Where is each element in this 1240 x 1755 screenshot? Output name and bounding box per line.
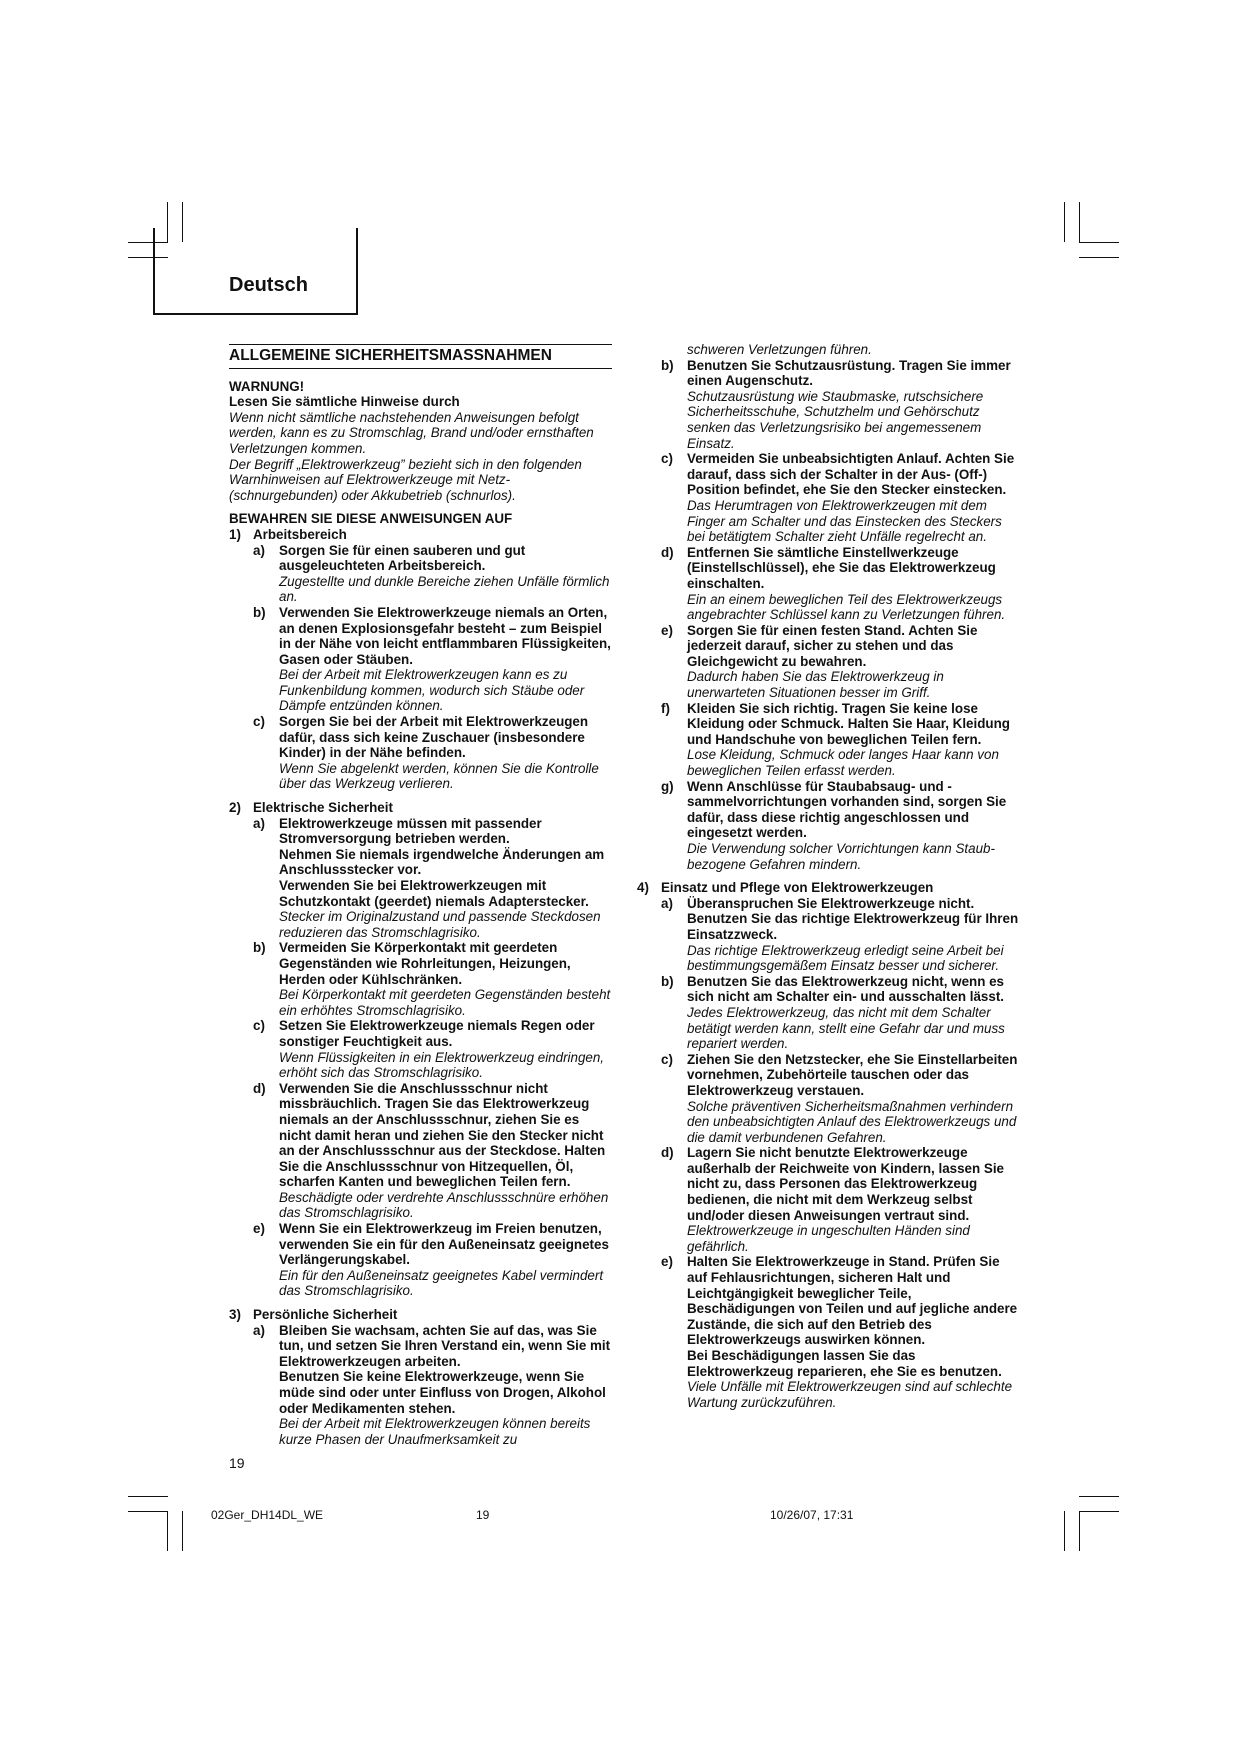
- list-item: d) Entfernen Sie sämtliche Einstellwerkzeuge (Einstellschlüssel), ehe Sie das Elektrowerkzeug einschalten. Ein an einem beweglichen Teil des Elektrowerkzeugs angebrachter Schlüssel kann zu Verletzungen führen.: [661, 544, 1006, 623]
- list-item: a) Elektrowerkzeuge müssen mit passender Stromversorgung betrieben werden. Nehmen Sie niemals irgendwelche Änderungen am Anschlussstecker vor. Verwenden Sie bei Elektrowerkzeugen mit Schutzkontakt (geerdet) niemals Adapterstecker. Stecker im Originalzustand und passende Steckdosen reduzieren das Stromschlagrisiko.: [253, 815, 605, 940]
- list-item: a) Sorgen Sie für einen sauberen und gut ausgeleuchteten Arbeitsbereich. Zugestellte und dunkle Bereiche ziehen Unfälle förmlich an.: [253, 542, 610, 605]
- list-item: c) Setzen Sie Elektrowerkzeuge niemals Regen oder sonstiger Feuchtigkeit aus. Wenn Flüssigkeiten in ein Elektrowerkzeug eindringen, erhöht sich das Stromschlagrisiko.: [253, 1018, 605, 1081]
- list-item: g) Wenn Anschlüsse für Staubabsaug- und -sammelvorrichtungen vorhanden sind, sorgen Sie dafür, dass diese richtig angeschlossen und eingesetzt werden. Die Verwendung solcher Vorrichtungen kann Staub-bezogene Gefahren mindern.: [661, 778, 1007, 872]
- right-column: [637, 342, 1020, 1410]
- list-item: e) Halten Sie Elektrowerkzeuge in Stand. Prüfen Sie auf Fehlausrichtungen, sicheren Halt und Leichtgängigkeit beweglicher Teile, Beschädigungen von Teilen und auf jegliche andere Zustände, die sich auf den Betrieb des Elektrowerkzeugs auswirken können. Bei Beschädigungen lassen Sie das Elektrowerkzeug reparieren, ehe Sie es benutzen. Viele Unfälle mit Elektrowerkzeugen sind auf schlechte Wartung zurückzuführen.: [661, 1254, 1018, 1410]
- list-item: b) Vermeiden Sie Körperkontakt mit geerdeten Gegenständen wie Rohrleitungen, Heizungen, Herden oder Kühlschränken. Bei Körperkontakt mit geerdeten Gegenständen besteht ein erhöhtes Stromschlagrisiko.: [253, 940, 611, 1018]
- footer-date: 10/26/07, 17:31: [770, 1508, 854, 1522]
- page-number: 19: [229, 1455, 245, 1471]
- language-tab: [153, 228, 358, 315]
- footer-page: 19: [476, 1508, 490, 1522]
- list-item: a) Überanspruchen Sie Elektrowerkzeuge nicht. Benutzen Sie das richtige Elektrowerkzeug für Ihren Einsatzzweck. Das richtige Elektrowerkzeug erledigt seine Arbeit bei bestimmungsgemäßem Einsatz besser und sicherer.: [661, 895, 1019, 974]
- warning-text: Der Begriff „Elektrowerkzeug” bezieht sich in den folgenden Warnhinweisen auf Elektrowerkzeuge mit Netz- (schnurgebunden) oder Akkubetrieb (schnurlos).: [229, 456, 582, 503]
- list-item: c) Vermeiden Sie unbeabsichtigten Anlauf. Achten Sie darauf, dass sich der Schalter in der Aus- (Off-) Position befindet, ehe Sie den Stecker einstecken. Das Herumtragen von Elektrowerkzeugen mit dem Finger am Schalter und das Einstecken des Steckers bei betätigtem Schalter zieht Unfälle regelrecht an.: [661, 451, 1015, 545]
- section-4-title: 4) Einsatz und Pflege von Elektrowerkzeugen: [637, 880, 934, 896]
- list-item: e) Wenn Sie ein Elektrowerkzeug im Freien benutzen, verwenden Sie ein für den Außeneinsatz geeignetes Verlängerungskabel. Ein für den Außeneinsatz geeignetes Kabel vermindert das Stromschlagrisiko.: [253, 1221, 609, 1299]
- list-item: d) Verwenden Sie die Anschlussschnur nicht missbräuchlich. Tragen Sie das Elektrowerkzeug niemals an der Anschlussschnur, ziehen Sie es nicht damit heran und ziehen Sie den Stecker nicht an der Anschlussschnur aus der Steckdose. Halten Sie die Anschlussschnur von Hitzequellen, Öl, scharfen Kanten und beweglichen Teilen fern. Beschädigte oder verdrehte Anschlussschnüre erhöhen das Stromschlagrisiko.: [253, 1080, 609, 1221]
- list-item: a) Bleiben Sie wachsam, achten Sie auf das, was Sie tun, und setzen Sie Ihren Verstand ein, wenn Sie mit Elektrowerkzeugen arbeiten. Benutzen Sie keine Elektrowerkzeuge, wenn Sie müde sind oder unter Einfluss von Drogen, Alkohol oder Medikamenten stehen. Bei der Arbeit mit Elektrowerkzeugen können bereits kurze Phasen der Unaufmerksamkeit zu: [253, 1322, 611, 1447]
- read-all-label: Lesen Sie sämtliche Hinweise durch: [229, 394, 460, 410]
- list-item: c) Sorgen Sie bei der Arbeit mit Elektrowerkzeugen dafür, dass sich keine Zuschauer (insbesondere Kinder) in der Nähe befinden. Wenn Sie abgelenkt werden, können Sie die Kontrolle über das Werkzeug verlieren.: [253, 714, 599, 792]
- list-item: b) Benutzen Sie das Elektrowerkzeug nicht, wenn es sich nicht am Schalter ein- und ausschalten lässt. Jedes Elektrowerkzeug, das nicht mit dem Schalter betätigt werden kann, stellt eine Gefahr dar und muss repariert werden.: [661, 973, 1005, 1052]
- section-heading: ALLGEMEINE SICHERHEITSMASSNAHMEN: [229, 344, 612, 369]
- section-1-title: 1) Arbeitsbereich: [229, 526, 347, 542]
- list-item: b) Verwenden Sie Elektrowerkzeuge niemals an Orten, an denen Explosionsgefahr besteht – zum Beispiel in der Nähe von leicht entflammbaren Flüssigkeiten, Gasen oder Stäuben. Bei der Arbeit mit Elektrowerkzeugen kann es zu Funkenbildung kommen, wodurch sich Stäube oder Dämpfe entzünden können.: [253, 604, 611, 714]
- language-label: Deutsch: [229, 274, 308, 296]
- warning-text: Wenn nicht sämtliche nachstehenden Anweisungen befolgt werden, kann es zu Stromschlag, Brand und/oder ernsthaften Verletzungen kommen.: [229, 409, 594, 456]
- list-item: d) Lagern Sie nicht benutzte Elektrowerkzeuge außerhalb der Reichweite von Kindern, lassen Sie nicht zu, dass Personen das Elektrowerkzeug bedienen, die nicht mit dem Werkzeug selbst und/oder diesen Anweisungen vertraut sind. Elektrowerkzeuge in ungeschulten Händen sind gefährlich.: [661, 1145, 1005, 1254]
- list-item: b) Benutzen Sie Schutzausrüstung. Tragen Sie immer einen Augenschutz. Schutzausrüstung wie Staubmaske, rutschsichere Sicherheitsschuhe, Schutzhelm und Gehörschutz senken das Verletzungsrisiko bei angemessenem Einsatz.: [661, 357, 1011, 451]
- warning-label: WARNUNG!: [229, 378, 305, 394]
- list-item: f) Kleiden Sie sich richtig. Tragen Sie keine lose Kleidung oder Schmuck. Halten Sie Haar, Kleidung und Handschuhe von beweglichen Teilen fern. Lose Kleidung, Schmuck oder langes Haar kann von beweglichen Teilen erfasst werden.: [661, 700, 1010, 779]
- section-2-title: 2) Elektrische Sicherheit: [229, 800, 393, 816]
- list-item: c) Ziehen Sie den Netzstecker, ehe Sie Einstellarbeiten vornehmen, Zubehörteile tauschen oder das Elektrowerkzeug verstauen. Solche präventiven Sicherheitsmaßnahmen verhindern den unbeabsichtigten Anlauf des Elektrowerkzeugs und die damit verbundenen Gefahren.: [661, 1051, 1018, 1145]
- left-column: [229, 344, 612, 1447]
- continued-text: schweren Verletzungen führen.: [687, 342, 872, 357]
- list-item: e) Sorgen Sie für einen festen Stand. Achten Sie jederzeit darauf, sicher zu stehen und das Gleichgewicht zu bewahren. Dadurch haben Sie das Elektrowerkzeug in unerwarteten Situationen besser im Griff.: [661, 622, 978, 701]
- section-3-title: 3) Persönliche Sicherheit: [229, 1307, 398, 1323]
- keep-instructions: BEWAHREN SIE DIESE ANWEISUNGEN AUF: [229, 511, 513, 527]
- footer-file: 02Ger_DH14DL_WE: [211, 1508, 324, 1522]
